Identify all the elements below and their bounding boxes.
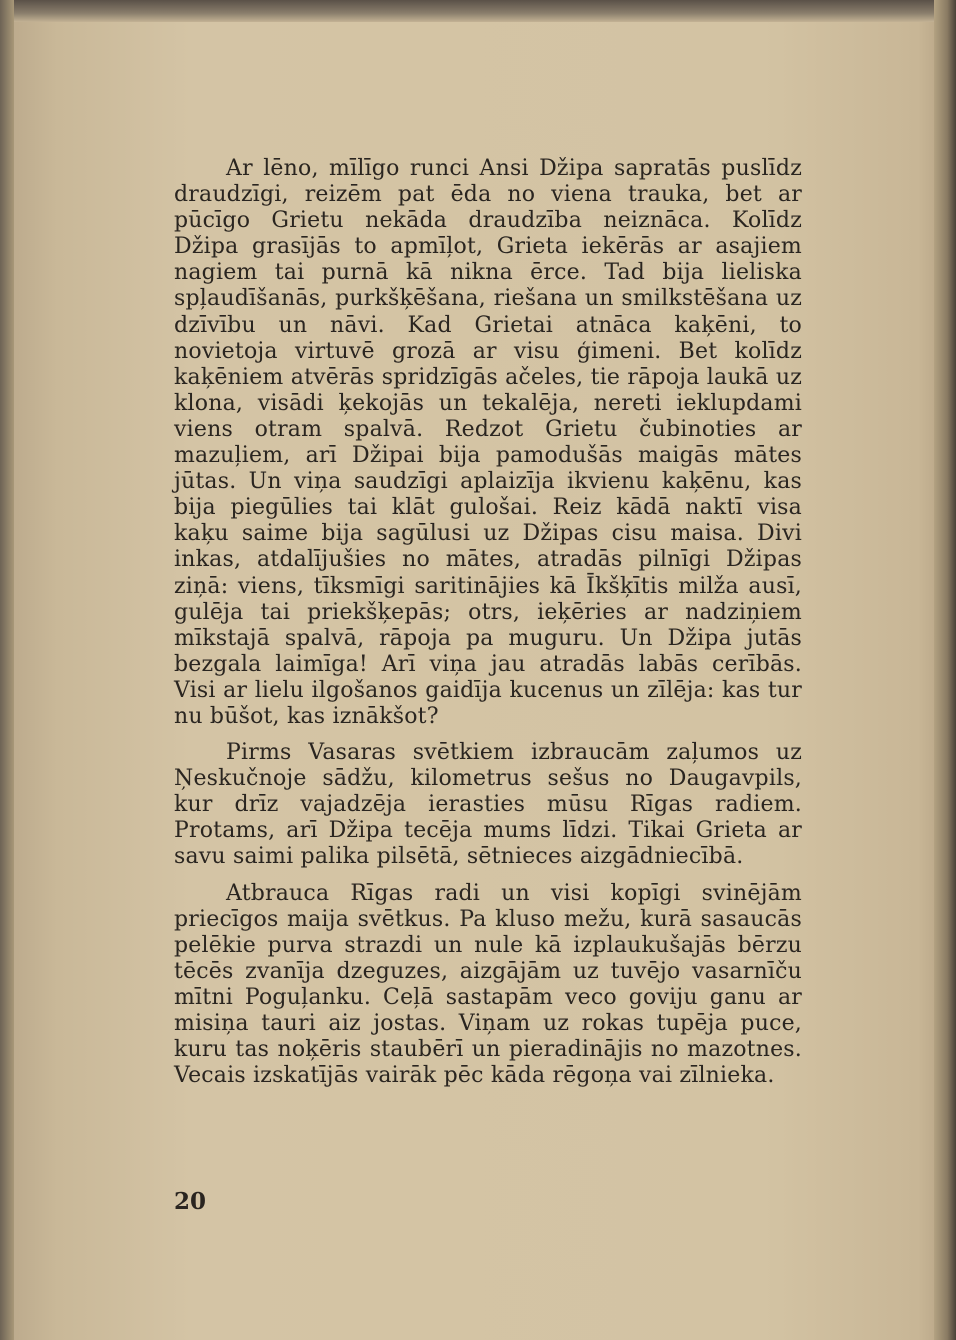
paragraph-3: Atbrauca Rīgas radi un visi kopīgi svinējām priecīgos maija svētkus. Pa kluso mežu, kurā sasaucās pelēkie purva strazdi un nule kā izplaukušajās bērzu tēcēs zvanīja dzeguzes, aizgājām uz tuvējo vasarnīču mītni Poguļanku. Ceļā sastapām veco goviju ganu ar misiņa tauri aiz jostas. Viņam uz rokas tupēja puce, kuru tas noķēris staubērī un pieradinājis no mazotnes. Vecais izskatījās vairāk pēc kāda rēgoņa vai zīlnieka. bbox=[174, 880, 802, 1089]
page-left-edge bbox=[0, 0, 14, 1340]
paragraph-1: Ar lēno, mīlīgo runci Ansi Džipa sapratās puslīdz draudzīgi, reizēm pat ēda no viena trauka, bet ar pūcīgo Grietu nekāda draudzība neiznāca. Kolīdz Džipa grasījās to apmīļot, Grieta iekērās ar asajiem nagiem tai purnā kā nikna ērce. Tad bija lieliska spļaudīšanās, purkšķēšana, riešana un smilkstēšana uz dzīvību un nāvi. Kad Grietai atnāca kaķēni, to novietoja virtuvē grozā ar visu ģimeni. Bet kolīdz kaķēniem atvērās spridzīgās ačeles, tie rāpoja laukā uz klona, visādi ķekojās un tekalēja, nereti ieklupdami viens otram spalvā. Redzot Grietu čubinoties ar mazuļiem, arī Džipai bija pamodušās maigās mātes jūtas. Un viņa saudzīgi aplaizīja ikvienu kaķēnu, kas bija piegūlies tai klāt gulošai. Reiz kādā naktī visa kaķu saime bija sagūlusi uz Džipas cisu maisa. Divi inkas, atdalījušies no mātes, atradās pilnīgi Džipas ziņā: viens, tīksmīgi saritinājies kā Īkšķītis milža ausī, gulēja tai priekšķepās; otrs, ieķēries ar nadziņiem mīkstajā spalvā, rāpoja pa muguru. Un Džipa jutās bezgala laimīga! Arī viņa jau atradās labās cerībās. Visi ar lielu ilgošanos gaidīja kucenus un zīlēja: kas tur nu būšot, kas iznākšot? bbox=[174, 156, 802, 729]
page-top-edge bbox=[0, 0, 956, 22]
paragraph-2: Pirms Vasaras svētkiem izbraucām zaļumos uz Ņeskučnoje sādžu, kilometrus sešus no Daugavpils, kur drīz vajadzēja ierasties mūsu Rīgas radiem. Protams, arī Džipa tecēja mums līdzi. Tikai Grieta ar savu saimi palika pilsētā, sētnieces aizgādniecībā. bbox=[174, 740, 802, 870]
page-number: 20 bbox=[174, 1188, 207, 1215]
page-right-edge bbox=[934, 0, 956, 1340]
body-text bbox=[174, 156, 802, 1099]
